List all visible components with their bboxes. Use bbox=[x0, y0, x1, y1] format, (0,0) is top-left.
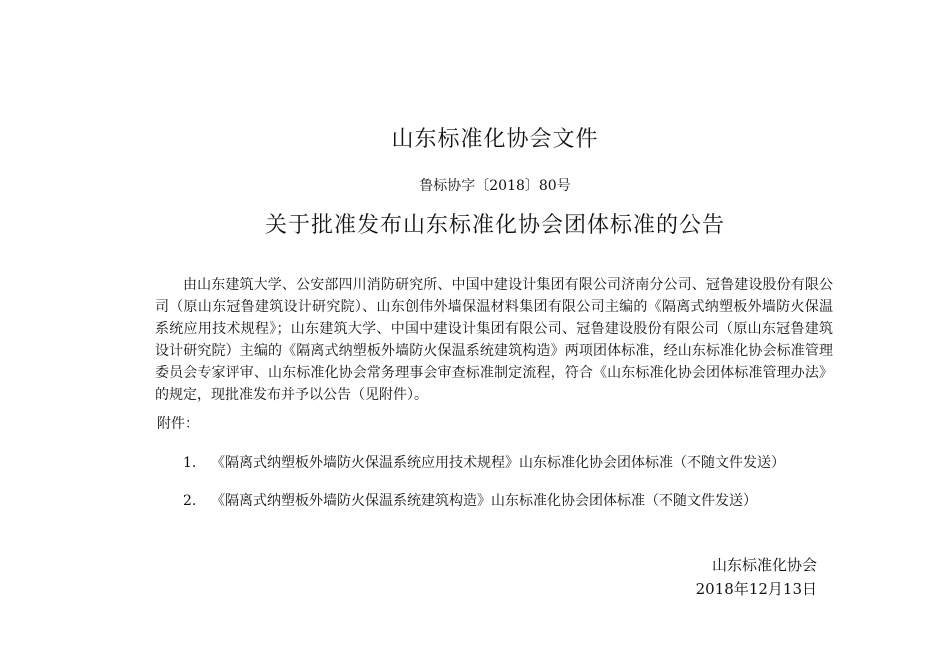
document-number: 鲁标协字〔2018〕80号 bbox=[419, 178, 571, 194]
attachment-item bbox=[183, 452, 785, 474]
notice-title: 关于批准发布山东标准化协会团体标准的公告 bbox=[264, 213, 725, 238]
attachment-text: 《隔离式纳塑板外墙防火保温系统建筑构造》山东标准化协会团体标准（不随文件发送） bbox=[211, 493, 757, 509]
body-paragraph: 由山东建筑大学、公安部四川消防研究所、中国中建设计集团有限公司济南分公司、冠鲁建设股份有限公司（原山东冠鲁建筑设计研究院）、山东创伟外墙保温材料集团有限公司主编的《隔离式纳塑板外墙防火保温系统应用技术规程》；山东建筑大学、中国中建设计集团有限公司、冠鲁建设股份有限公司（原山东冠鲁建筑设计研究院）主编的《隔离式纳塑板外墙防火保温系统建筑构造》两项团体标准，经山东标准化协会标准管理委员会专家评审、山东标准化协会常务理事会审查标准制定流程，符合《山东标准化协会团体标准管理办法》的规定，现批准发布并予以公告（见附件）。 bbox=[155, 277, 833, 403]
issue-date: 2018年12月13日 bbox=[695, 580, 817, 598]
attachment-number: 2. bbox=[183, 493, 197, 509]
attachment-number: 1. bbox=[183, 455, 197, 471]
attachment-item bbox=[183, 490, 757, 512]
attachments-label: 附件： bbox=[157, 416, 199, 432]
attachment-text: 《隔离式纳塑板外墙防火保温系统应用技术规程》山东标准化协会团体标准（不随文件发送） bbox=[211, 455, 785, 471]
organization-title: 山东标准化协会文件 bbox=[391, 127, 599, 152]
issuer-name: 山东标准化协会 bbox=[711, 556, 817, 574]
